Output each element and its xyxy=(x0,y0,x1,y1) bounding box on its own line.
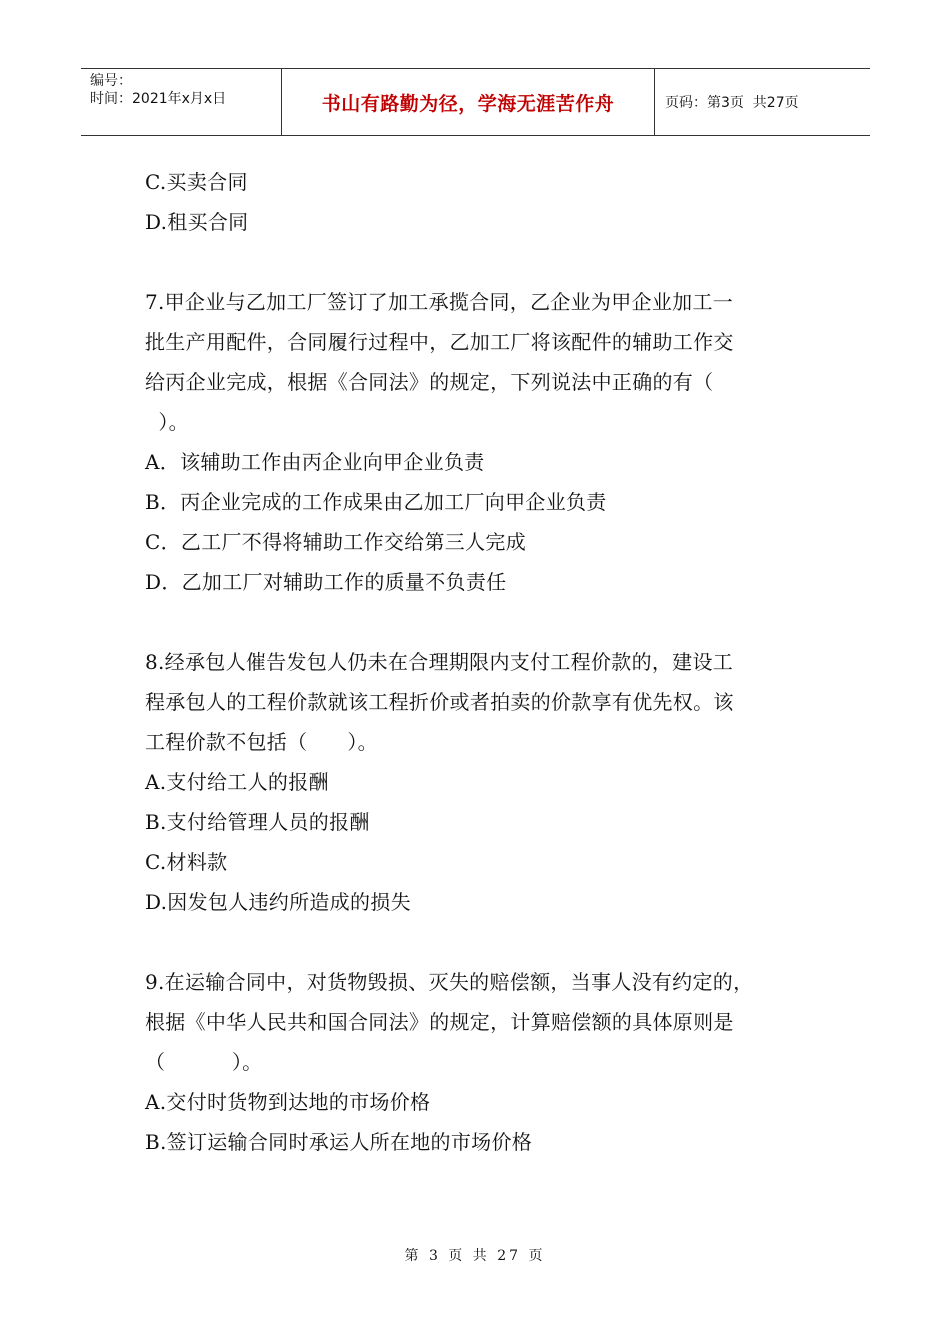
option-c: C.材料款 xyxy=(145,850,228,874)
question-stem-line: 7.甲企业与乙加工厂签订了加工承揽合同，乙企业为甲企业加工一 xyxy=(145,290,734,314)
question-stem-line: 批生产用配件，合同履行过程中，乙加工厂将该配件的辅助工作交 xyxy=(145,330,734,354)
question-7 xyxy=(145,282,805,602)
question-stem-line: ）。 xyxy=(145,410,189,434)
header-page-info: 页码：第3页 共27页 xyxy=(665,95,799,111)
header-page-cell xyxy=(655,69,870,135)
serial-number-label: 编号： xyxy=(90,73,132,89)
header-motto: 书山有路勤为径，学海无涯苦作舟 xyxy=(321,92,615,115)
option-d: D.租买合同 xyxy=(145,210,249,234)
page-footer xyxy=(0,1245,950,1265)
question-stem-line: 给丙企业完成，根据《合同法》的规定，下列说法中正确的有（ xyxy=(145,370,714,394)
option-b: B．丙企业完成的工作成果由乙加工厂向甲企业负责 xyxy=(145,490,607,514)
option-a: A.交付时货物到达地的市场价格 xyxy=(145,1090,431,1114)
previous-question-options xyxy=(145,162,805,242)
question-stem-line: 根据《中华人民共和国合同法》的规定，计算赔偿额的具体原则是 xyxy=(145,1010,734,1034)
footer-page-number: 第 3 页 共 27 页 xyxy=(404,1248,546,1264)
spacer xyxy=(145,602,805,642)
page-header xyxy=(81,68,870,136)
date-line: 时间：2021年x月x日 xyxy=(90,91,227,107)
question-stem-line: 工程价款不包括（ ）。 xyxy=(145,730,378,754)
option-c: C．乙工厂不得将辅助工作交给第三人完成 xyxy=(145,530,527,554)
header-motto-cell xyxy=(282,69,655,135)
option-b: B.签订运输合同时承运人所在地的市场价格 xyxy=(145,1130,533,1154)
question-8 xyxy=(145,642,805,922)
document-body xyxy=(145,162,805,1162)
question-stem-line: 8.经承包人催告发包人仍未在合理期限内支付工程价款的，建设工 xyxy=(145,650,734,674)
spacer xyxy=(145,242,805,282)
option-b: B.支付给管理人员的报酬 xyxy=(145,810,370,834)
question-stem-line: （ ）。 xyxy=(145,1050,263,1074)
question-9 xyxy=(145,962,805,1162)
question-stem-line: 程承包人的工程价款就该工程折价或者拍卖的价款享有优先权。该 xyxy=(145,690,734,714)
spacer xyxy=(145,922,805,962)
option-a: A.支付给工人的报酬 xyxy=(145,770,329,794)
option-d: D．乙加工厂对辅助工作的质量不负责任 xyxy=(145,570,507,594)
option-c: C.买卖合同 xyxy=(145,170,248,194)
header-meta-cell xyxy=(81,69,282,135)
option-d: D.因发包人违约所造成的损失 xyxy=(145,890,411,914)
option-a: A．该辅助工作由丙企业向甲企业负责 xyxy=(145,450,485,474)
question-stem-line: 9.在运输合同中，对货物毁损、灭失的赔偿额，当事人没有约定的， xyxy=(145,970,754,994)
